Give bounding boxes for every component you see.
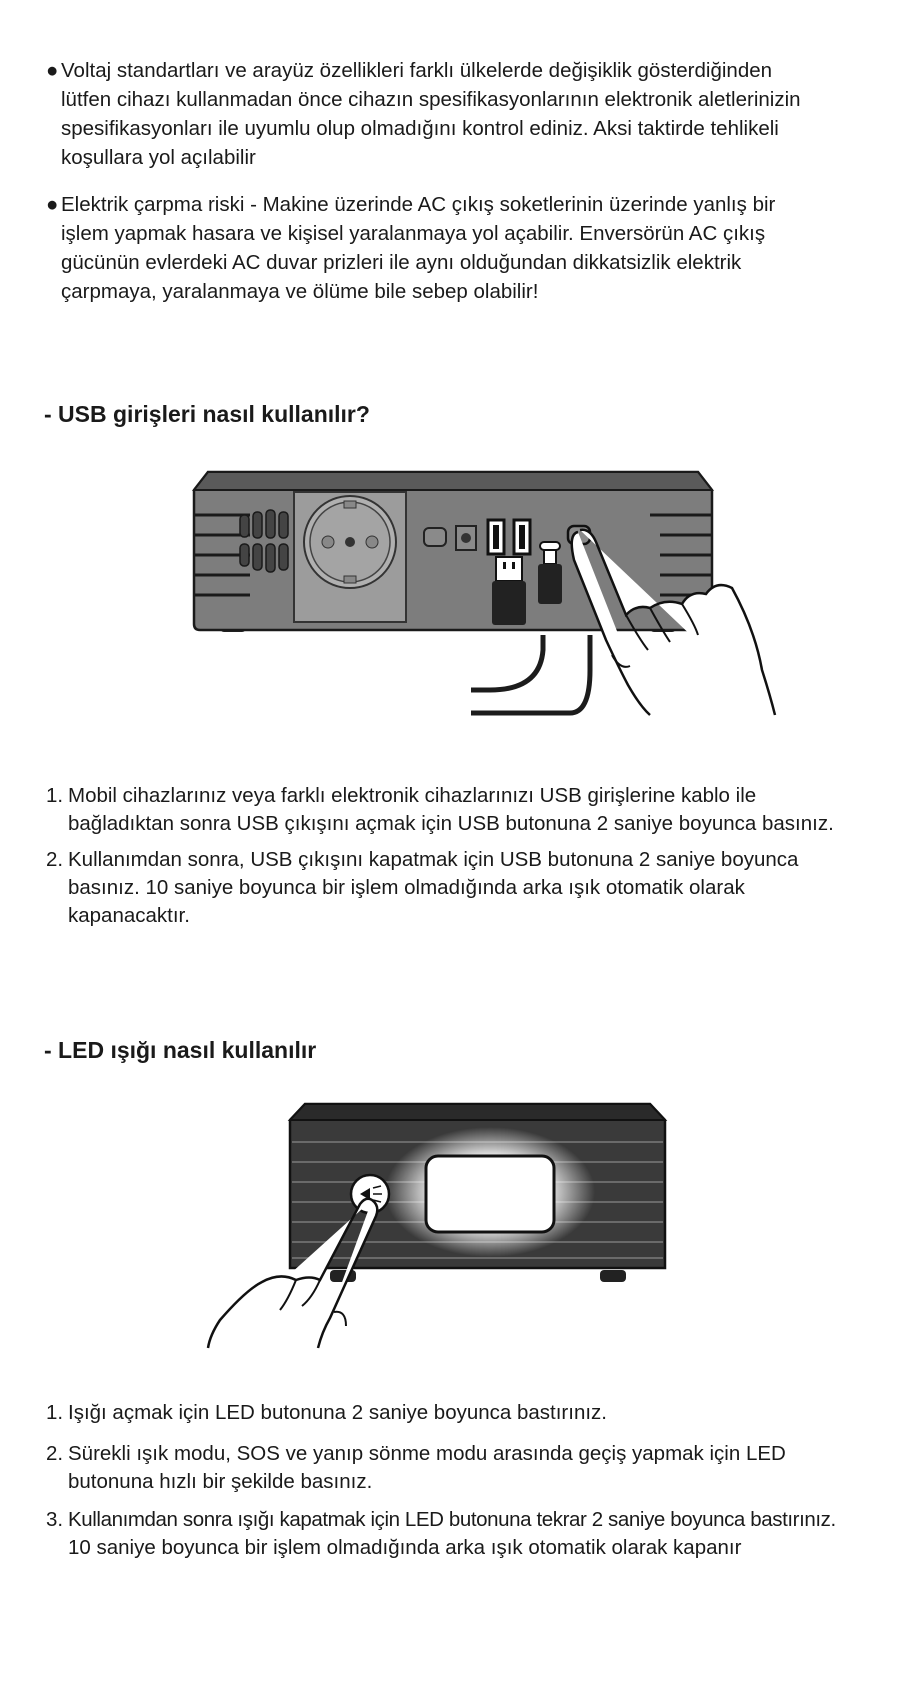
warning-line: Elektrik çarpma riski - Makine üzerinde AC çıkış soketlerinin üzerinde yanlış bir [61, 193, 776, 216]
step-line: Sürekli ışık modu, SOS ve yanıp sönme modu arasında geçiş yapmak için LED [68, 1442, 786, 1465]
power-station-usb-illustration [150, 470, 830, 725]
list-item [46, 1399, 876, 1427]
power-station-led-illustration [170, 1100, 690, 1350]
step-line: 10 saniye boyunca bir işlem olmadığında arka ışık otomatik olarak kapanır [68, 1536, 742, 1559]
warning-line: işlem yapmak hasara ve kişisel yaralanmaya yol açabilir. Enversörün AC çıkış [61, 222, 766, 245]
list-item [46, 846, 876, 930]
step-number: 3. [46, 1508, 64, 1531]
usb-section-heading: - USB girişleri nasıl kullanılır? [44, 401, 370, 427]
step-line: Kullanımdan sonra ışığı kapatmak için LED butonuna tekrar 2 saniye boyunca bastırınız. [68, 1508, 836, 1531]
warning-voltage [46, 56, 866, 172]
step-line: basınız. 10 saniye boyunca bir işlem olmadığında arka ışık otomatik olarak [68, 876, 745, 899]
step-line: kapanacaktır. [68, 904, 190, 927]
step-number: 2. [46, 848, 64, 871]
warning-electric-shock [46, 190, 866, 306]
step-number: 2. [46, 1442, 64, 1465]
step-line: butonuna hızlı bir şekilde basınız. [68, 1470, 373, 1493]
list-item [46, 1506, 876, 1562]
step-line: Işığı açmak için LED butonuna 2 saniye boyunca bastırınız. [68, 1401, 607, 1424]
step-line: Kullanımdan sonra, USB çıkışını kapatmak için USB butonuna 2 saniye boyunca [68, 848, 799, 871]
warning-line: lütfen cihazı kullanmadan önce cihazın spesifikasyonlarının elektronik aletlerinizin [61, 88, 801, 111]
warning-line: gücünün evlerdeki AC duvar prizleri ile aynı olduğundan dikkatsizlik elektrik [61, 251, 742, 274]
step-line: bağladıktan sonra USB çıkışını açmak için USB butonuna 2 saniye boyunca basınız. [68, 812, 834, 835]
warning-line: koşullara yol açılabilir [61, 146, 256, 169]
list-item [46, 782, 876, 838]
step-line: Mobil cihazlarınız veya farklı elektronik cihazlarınızı USB girişlerine kablo ile [68, 784, 757, 807]
warning-line: çarpmaya, yaralanmaya ve ölüme bile sebep olabilir! [61, 280, 539, 303]
usb-steps-list [46, 782, 876, 930]
led-section-heading: - LED ışığı nasıl kullanılır [44, 1037, 317, 1063]
bullet-dot: ● [46, 59, 59, 82]
list-item [46, 1440, 876, 1496]
led-steps-list [46, 1399, 876, 1562]
bullet-dot: ● [46, 193, 59, 216]
step-number: 1. [46, 1401, 64, 1424]
warning-line: Voltaj standartları ve arayüz özellikleri farklı ülkelerde değişiklik gösterdiğinden [61, 59, 773, 82]
warning-line: spesifikasyonları ile uyumlu olup olmadığını kontrol ediniz. Aksi taktirde tehlikeli [61, 117, 779, 140]
step-number: 1. [46, 784, 64, 807]
